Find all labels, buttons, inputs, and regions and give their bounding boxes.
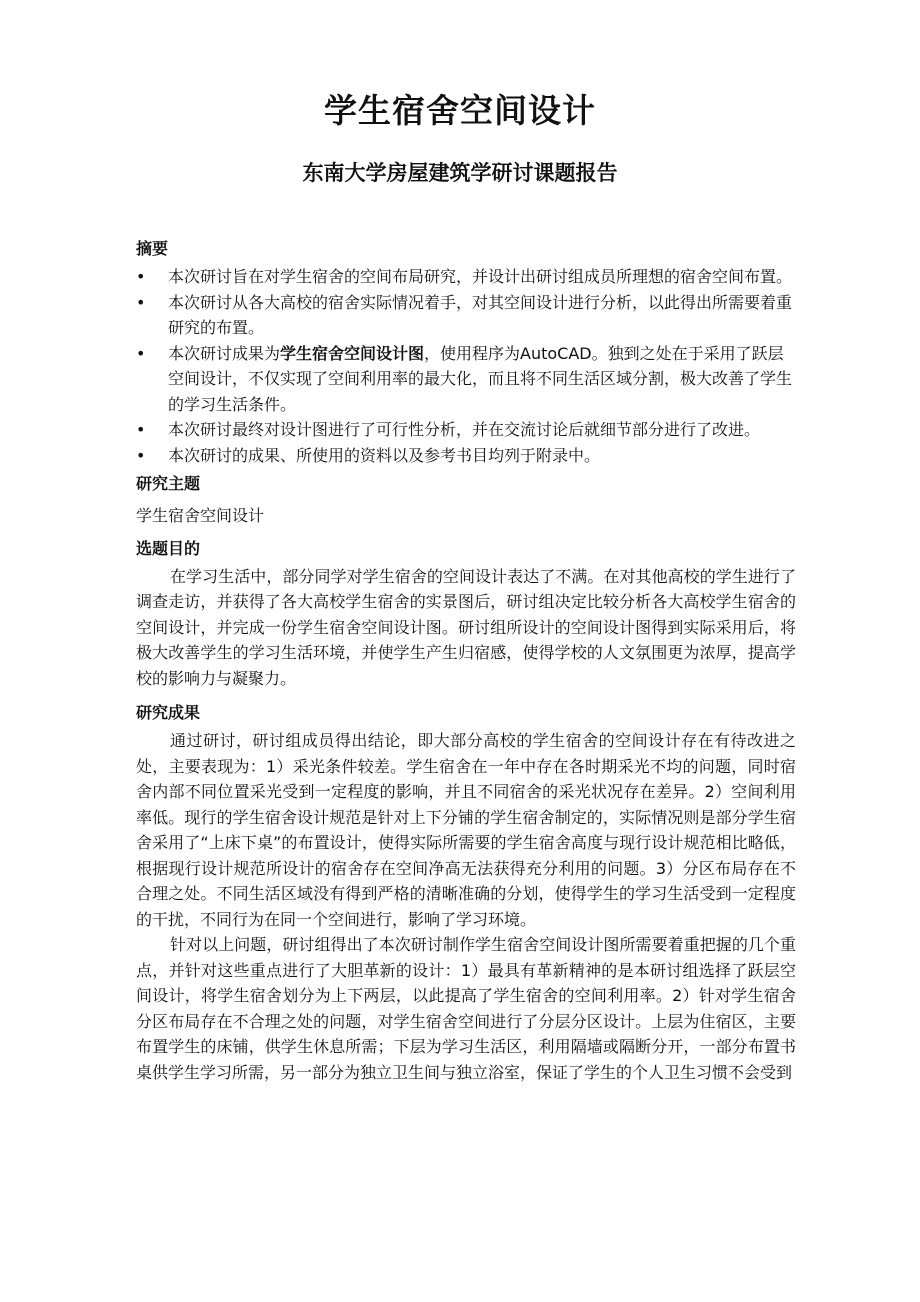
- list-item: [136, 264, 796, 290]
- results-paragraph-1: 通过研讨，研讨组成员得出结论，即大部分高校的学生宿舍的空间设计存在有待改进之处，主要表现为：1）采光条件较差。学生宿舍在一年中存在各时期采光不均的问题，同时宿舍内部不同位置采光受到一定程度的影响，并且不同宿舍的采光状况存在差异。2）空间利用率低。现行的学生宿舍设计规范是针对上下分铺的学生宿舍制定的，实际情况则是部分学生宿舍采用了“上床下桌”的布置设计，使得实际所需要的学生宿舍高度与现行设计规范相比略低，根据现行设计规范所设计的宿舍存在空间净高无法获得充分利用的问题。3）分区布局存在不合理之处。不同生活区域没有得到严格的清晰准确的分划，使得学生的学习生活受到一定程度的干扰，不同行为在同一个空间进行，影响了学习环境。: [136, 731, 796, 929]
- bullet-mark: •: [136, 420, 146, 439]
- bullet-text: 本次研讨最终对设计图进行了可行性分析，并在交流讨论后就细节部分进行了改进。: [168, 420, 761, 439]
- results-heading: 研究成果: [136, 703, 201, 722]
- abstract-heading: 摘要: [136, 239, 169, 258]
- document-subtitle: 东南大学房屋建筑学研讨课题报告: [302, 161, 618, 185]
- results-paragraph-2: 针对以上问题，研讨组得出了本次研讨制作学生宿舍空间设计图所需要着重把握的几个重点，并针对这些重点进行了大胆革新的设计：1）最具有革新精神的是本研讨组选择了跃层空间设计，将学生宿舍划分为上下两层，以此提高了学生宿舍的空间利用率。2）针对学生宿舍分区布局存在不合理之处的问题，对学生宿舍空间进行了分层分区设计。上层为住宿区，主要布置学生的床铺，供学生休息所需；下层为学习生活区，利用隔墙或隔断分开，一部分布置书桌供学生学习所需，另一部分为独立卫生间与独立浴室，保证了学生的个人卫生习惯不会受到: [136, 935, 796, 1082]
- bullet-text: 本次研讨旨在对学生宿舍的空间布局研究，并设计出研讨组成员所理想的宿舍空间布置。: [168, 267, 793, 286]
- bullet-text-bold: 学生宿舍空间设计图: [280, 343, 425, 363]
- document-body: [136, 233, 796, 1085]
- document-title: 学生宿舍空间设计: [324, 91, 596, 130]
- list-item: [136, 341, 796, 418]
- bullet-text: 本次研讨的成果、所使用的资料以及参考书目均列于附录中。: [168, 445, 601, 465]
- topic-text: 学生宿舍空间设计: [136, 506, 265, 525]
- purpose-heading: 选题目的: [136, 538, 201, 558]
- bullet-mark: •: [136, 445, 146, 465]
- bullet-text: [168, 341, 796, 418]
- bullet-mark: •: [136, 292, 146, 312]
- topic-heading: 研究主题: [136, 474, 201, 493]
- list-item: [136, 290, 796, 341]
- bullet-mark: •: [136, 343, 146, 363]
- bullet-text: 本次研讨从各大高校的宿舍实际情况着手，对其空间设计进行分析，以此得出所需要着重研究的布置。: [168, 292, 793, 337]
- bullet-text-post: ，使用程序为AutoCAD。独到之处在于采用了跃层空间设计，不仅实现了空间利用率的最大化，而且将不同生活区域分割，极大改善了学生的学习生活条件。: [168, 343, 793, 414]
- abstract-list: [136, 264, 796, 468]
- bullet-text-pre: 本次研讨成果为: [168, 343, 281, 363]
- list-item: [136, 443, 796, 469]
- purpose-paragraph: 在学习生活中，部分同学对学生宿舍的空间设计表达了不满。在对其他高校的学生进行了调查走访，并获得了各大高校学生宿舍的实景图后，研讨组决定比较分析各大高校学生宿舍的空间设计，并完成一份学生宿舍空间设计图。研讨组所设计的空间设计图得到实际采用后，将极大改善学生的学习生活环境，并使学生产生归宿感，使得学校的人文氛围更为浓厚，提高学校的影响力与凝聚力。: [136, 566, 796, 688]
- list-item: [136, 417, 796, 443]
- bullet-mark: •: [136, 267, 146, 286]
